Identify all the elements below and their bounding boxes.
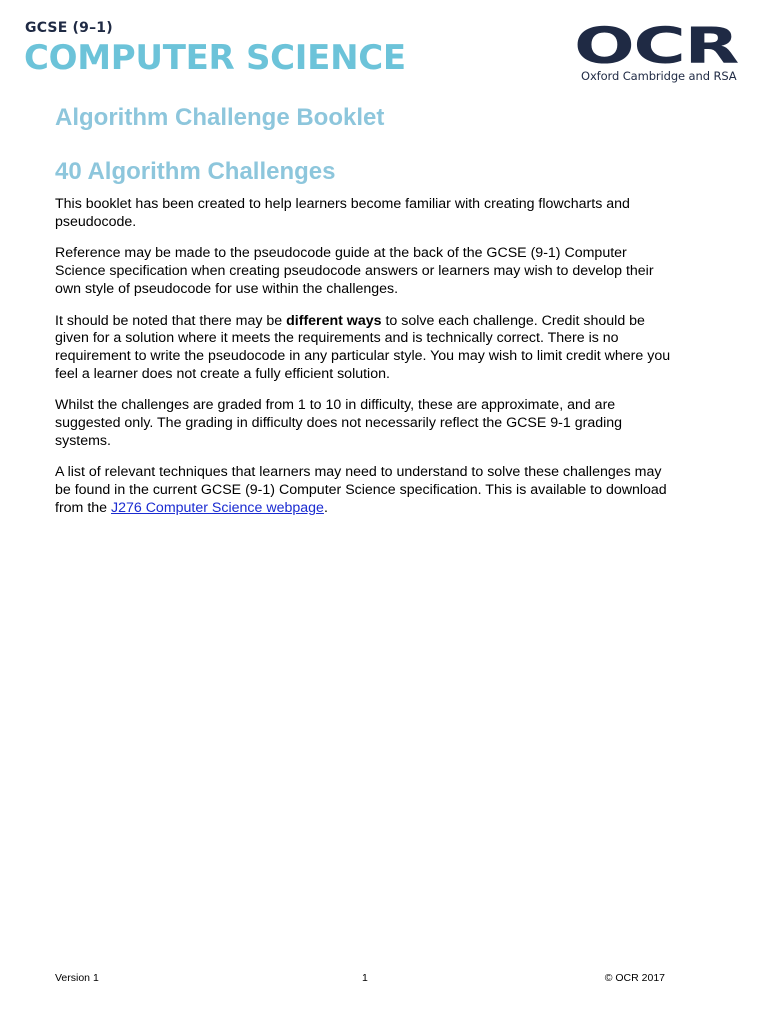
credit-text-before: It should be noted that there may be (55, 312, 287, 329)
ocr-logo-tagline: Oxford Cambridge and RSA (581, 69, 737, 83)
intro-paragraph: This booklet has been created to help learners become familiar with creating flowcharts and pseudocode. (55, 196, 630, 230)
j276-webpage-link[interactable]: J276 Computer Science webpage (110, 499, 324, 516)
document-body (55, 100, 680, 518)
page-header (0, 0, 768, 100)
techniques-text-after: . (323, 499, 328, 516)
document-title: Algorithm Challenge Booklet (55, 104, 385, 131)
page-footer (55, 972, 665, 988)
subject-title: COMPUTER SCIENCE (24, 38, 406, 78)
document-subtitle: 40 Algorithm Challenges (55, 158, 336, 185)
footer-copyright: © OCR 2017 (604, 972, 665, 984)
ocr-logo-mark (574, 20, 740, 68)
footer-page-number: 1 (362, 972, 368, 984)
footer-version: Version 1 (55, 972, 99, 984)
grading-paragraph: Whilst the challenges are graded from 1 to 10 in difficulty, these are approximate, and are suggested only. The grading in difficulty does not necessarily reflect the GCSE 9-1 grading systems. (55, 397, 623, 449)
credit-paragraph (55, 313, 680, 384)
qualification-label: GCSE (9–1) (25, 20, 113, 36)
techniques-paragraph (55, 464, 680, 517)
ocr-logo-wordmark: OCR (574, 20, 739, 68)
credit-text-after: to solve each challenge. Credit should be given for a solution where it meets the requirements and is technically correct. There is no requirement to write the pseudocode in any particular style. You may wish to limit credit where you feel a learner does not create a fully efficient solution. (55, 312, 671, 382)
different-ways-emphasis: different ways (286, 312, 382, 329)
ocr-logo (574, 20, 740, 90)
techniques-text-before: A list of relevant techniques that learners may need to understand to solve these challenges may be found in the current GCSE (9-1) Computer Science specification. This is available to download from the (55, 464, 667, 516)
pseudocode-reference-paragraph: Reference may be made to the pseudocode guide at the back of the GCSE (9-1) Computer Science specification when creating pseudocode answers or learners may wish to develop their own style of pseudocode for use within the challenges. (55, 245, 654, 297)
